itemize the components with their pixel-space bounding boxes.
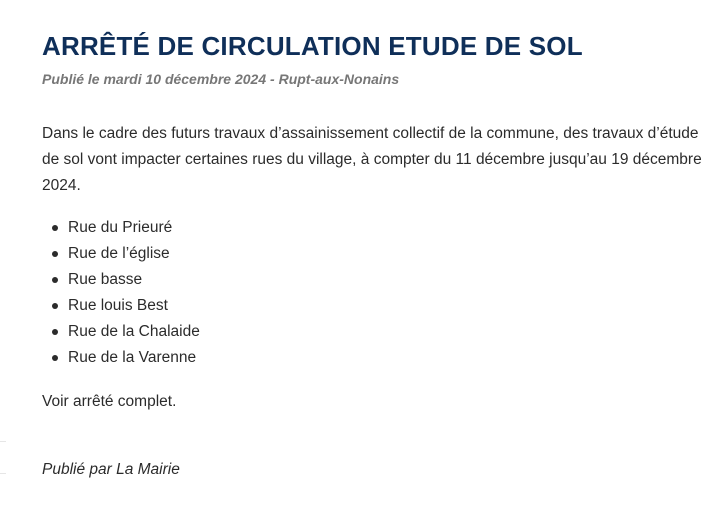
- bullet-icon: [52, 355, 58, 361]
- publication-location: Rupt-aux-Nonains: [278, 71, 400, 87]
- bullet-icon: [52, 303, 58, 309]
- bullet-icon: [52, 251, 58, 257]
- intro-paragraph: Dans le cadre des futurs travaux d’assainissement collectif de la commune, des travaux d’étude de sol vont impacter certaines rues du village, à compter du 11 décembre jusqu’au 19 décembre 2024.: [42, 125, 702, 194]
- bullet-icon: [52, 329, 58, 335]
- bullet-icon: [52, 277, 58, 283]
- street-list: [42, 215, 707, 371]
- street-name: Rue de l’église: [68, 245, 170, 262]
- page-title: ARRÊTÉ DE CIRCULATION ETUDE DE SOL: [42, 31, 583, 61]
- list-item: [68, 293, 707, 319]
- article: [42, 30, 707, 483]
- publication-meta: [42, 70, 707, 88]
- list-item: [68, 215, 707, 241]
- list-item: [68, 345, 707, 371]
- list-item: [68, 319, 707, 345]
- street-name: Rue louis Best: [68, 297, 168, 314]
- full-decree-link[interactable]: Voir arrêté complet.: [42, 393, 177, 410]
- list-item: [68, 241, 707, 267]
- publication-date: Publié le mardi 10 décembre 2024: [42, 71, 267, 87]
- bullet-icon: [52, 225, 58, 231]
- street-name: Rue basse: [68, 271, 143, 288]
- left-edge-divider: [0, 441, 6, 442]
- list-item: [68, 267, 707, 293]
- street-name: Rue de la Chalaide: [68, 323, 200, 340]
- street-name: Rue de la Varenne: [68, 349, 197, 366]
- street-name: Rue du Prieuré: [68, 219, 173, 236]
- left-edge-divider-lower: [0, 473, 6, 474]
- meta-separator: -: [266, 71, 279, 87]
- published-by: Publié par La Mairie: [42, 461, 180, 478]
